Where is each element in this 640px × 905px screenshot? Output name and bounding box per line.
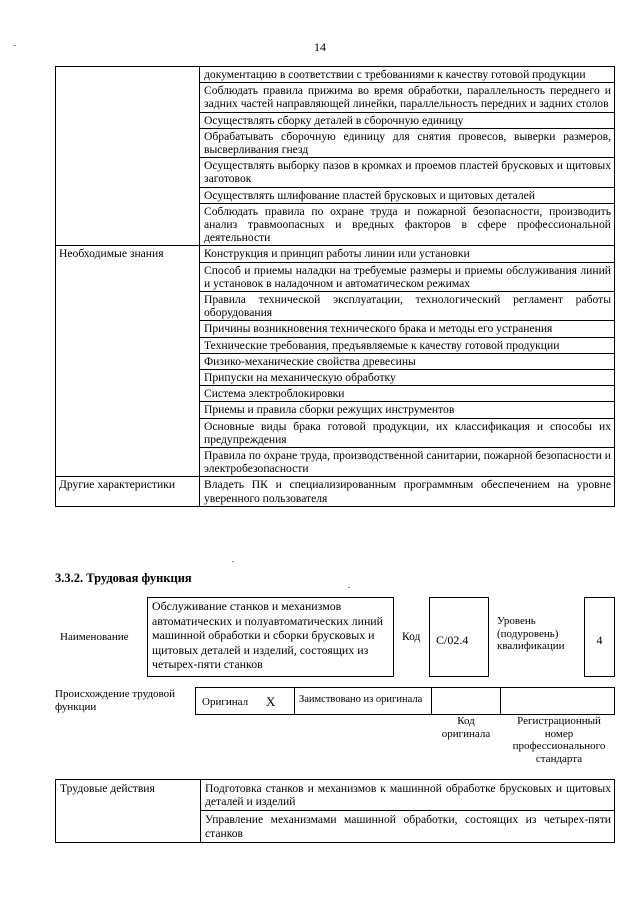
table-row xyxy=(56,780,615,811)
item-cell: Припуски на механическую обработку xyxy=(200,370,615,386)
table-row xyxy=(56,477,615,506)
name-label: Наименование xyxy=(60,631,129,643)
item-cell: Система электроблокировки xyxy=(200,386,615,402)
level-value: 4 xyxy=(596,633,603,647)
item-cell: Управление механизмами машинной обработки, состоящих из четырех-пяти станков xyxy=(201,811,615,842)
scan-mark xyxy=(14,45,16,46)
code-box xyxy=(429,597,489,677)
origin-borrowed-cell xyxy=(294,687,432,715)
actions-table xyxy=(55,779,615,843)
table-row xyxy=(56,67,615,83)
category-cell: Другие характеристики xyxy=(56,477,200,506)
category-cell: Необходимые знания xyxy=(56,246,200,477)
code-value: С/02.4 xyxy=(436,633,469,647)
item-cell: Осуществлять шлифование пластей брусковых и щитовых деталей xyxy=(200,187,615,203)
page-number: 14 xyxy=(314,40,326,54)
level-box xyxy=(584,597,615,677)
item-cell: Способ и приемы наладки на требуемые размеры и приемы обслуживания линий и установок в наладочном и автоматическом режимах xyxy=(200,262,615,291)
function-name: Обслуживание станков и механизмов автоматических и полуавтоматических линий машинной обработки и сборки брусковых и щитовых деталей и изделий, состоящих из четырех-пяти станков xyxy=(152,599,384,672)
item-cell: Причины возникновения технического брака и методы его устранения xyxy=(200,321,615,337)
item-cell: Основные виды брака готовой продукции, их классификация и способы их предупреждения xyxy=(200,418,615,447)
reg-caption: Регистрационный номер профессионального стандарта xyxy=(512,715,606,765)
item-cell: Технические требования, предъявляемые к качеству готовой продукции xyxy=(200,337,615,353)
item-cell: Физико-механические свойства древесины xyxy=(200,353,615,369)
origin-reg-cell xyxy=(500,687,615,715)
code-caption: Код оригинала xyxy=(441,715,491,740)
item-cell: Владеть ПК и специализированным программным обеспечением на уровне уверенного пользователя xyxy=(200,477,615,506)
category-cell: Трудовые действия xyxy=(56,780,201,843)
function-name-box xyxy=(147,597,394,677)
original-mark: X xyxy=(266,694,276,709)
scan-mark xyxy=(348,587,350,588)
item-cell: Осуществлять сборку деталей в сборочную единицу xyxy=(200,112,615,128)
code-label: Код xyxy=(402,631,421,643)
level-label: Уровень (подуровень) квалификации xyxy=(497,615,565,652)
category-cell xyxy=(56,67,200,246)
item-cell: Соблюдать правила по охране труда и пожарной безопасности, производить анализ травмоопасных и вредных факторов в сфере профессиональной деятельности xyxy=(200,203,615,246)
borrowed-label: Заимствовано из оригинала xyxy=(299,694,423,705)
item-cell: документацию в соответствии с требованиями к качеству готовой продукции xyxy=(200,67,615,83)
item-cell: Осуществлять выборку пазов в кромках и проемов пластей брусковых и щитовых заготовок xyxy=(200,158,615,187)
origin-original-cell xyxy=(195,687,295,715)
original-label: Оригинал xyxy=(202,696,249,708)
item-cell: Подготовка станков и механизмов к машинной обработке брусковых и щитовых деталей и изделий xyxy=(201,780,615,811)
item-cell: Соблюдать правила прижима во время обработки, параллельность переднего и задних частей направляющей линейки, параллельность передних и задних столов xyxy=(200,83,615,112)
table-row xyxy=(56,246,615,262)
item-cell: Конструкция и принцип работы линии или установки xyxy=(200,246,615,262)
item-cell: Правила по охране труда, производственной санитарии, пожарной безопасности и электробезопасности xyxy=(200,448,615,477)
item-cell: Правила технической эксплуатации, технологический регламент работы оборудования xyxy=(200,292,615,321)
scan-mark xyxy=(232,561,234,562)
requirements-table xyxy=(55,66,615,507)
item-cell: Приемы и правила сборки режущих инструментов xyxy=(200,402,615,418)
section-title: 3.3.2. Трудовая функция xyxy=(55,571,192,585)
origin-code-cell xyxy=(431,687,501,715)
item-cell: Обрабатывать сборочную единицу для снятия провесов, выверки размеров, высверливания гнезд xyxy=(200,128,615,157)
origin-label: Происхождение трудовой функции xyxy=(55,688,176,713)
